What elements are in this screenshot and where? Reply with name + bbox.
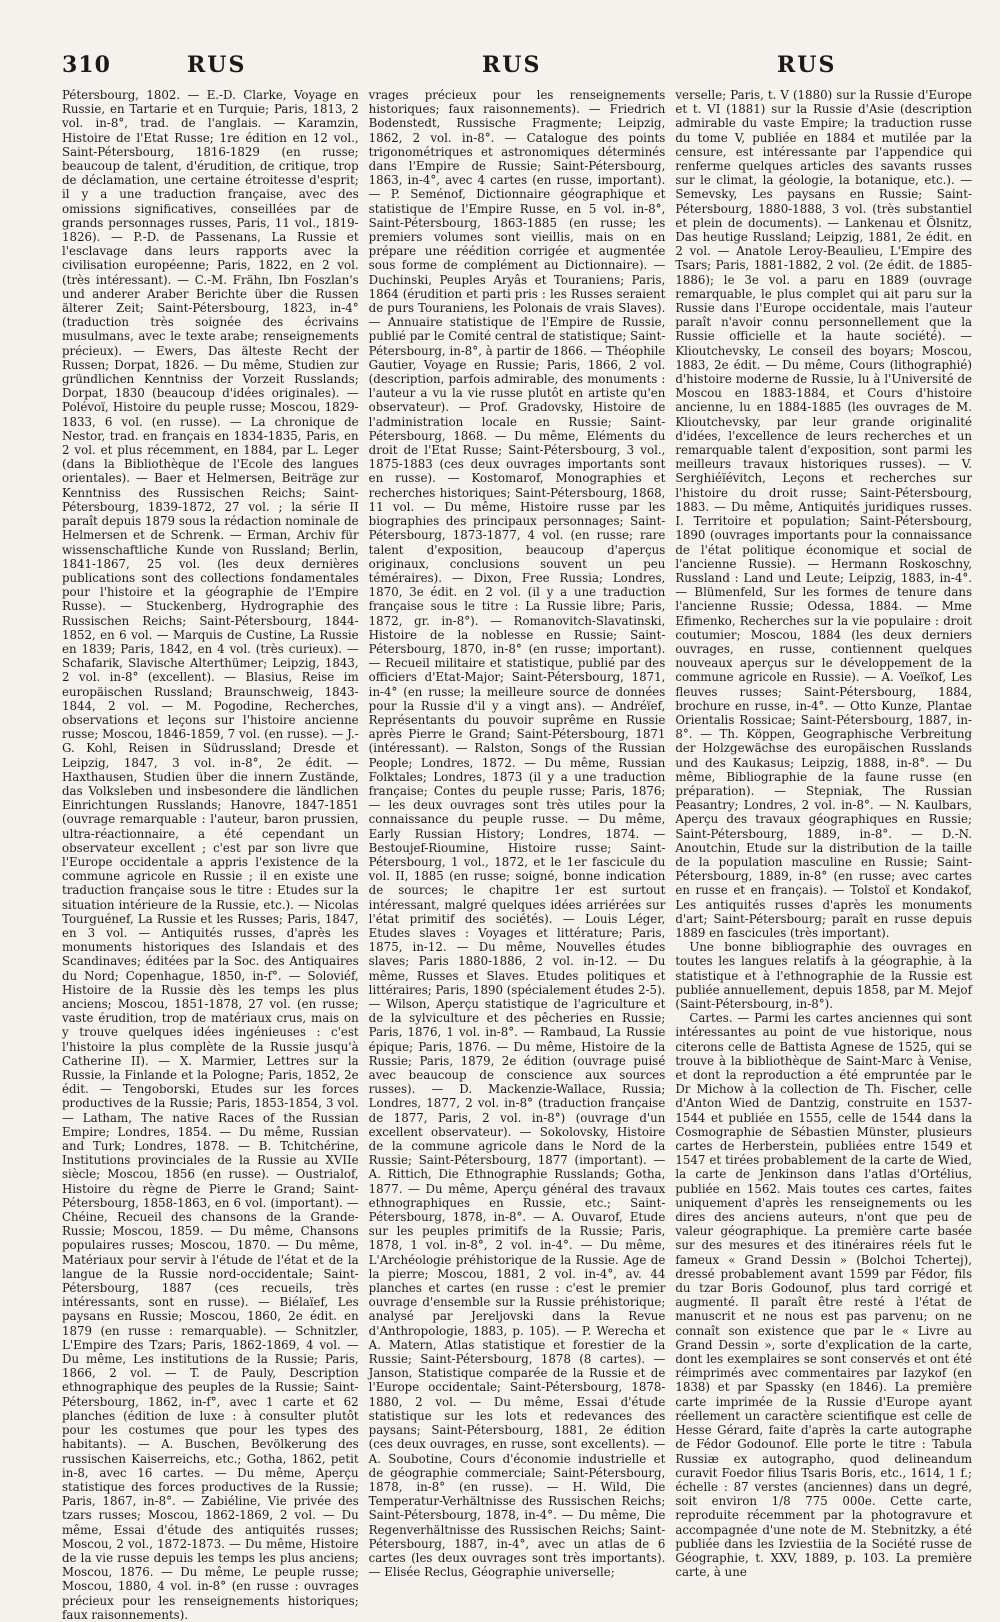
running-head-center: RUS <box>482 52 542 78</box>
column-3 <box>675 88 973 1580</box>
column-2 <box>368 88 666 1580</box>
page-header <box>62 50 972 82</box>
column-2-paragraph-1: vrages précieux pour les renseignements historiques; faux raisonnements). — Friedrich Bodenstedt, Russische Fragmente; Leipzig, 1862, 2 vol. in-8°. — Catalogue des points trigonométriques et astronomiques déterminés dans l'Empire de Russie; Saint-Pétersbourg, 1863, in-4°, avec 4 cartes (en russe, important). — P. Seménof, Dictionnaire géographique et statistique de l'Empire Russe, en 5 vol. in-8°, Saint-Pétersbourg, 1863-1885 (en russe; les premiers volumes sont vieillis, mais on en prépare une réédition corrigée et augmentée sous forme de complément au Dictionnaire). — Duchinski, Peuples Aryâs et Touraniens; Paris, 1864 (érudition et parti pris : les Russes seraient de purs Touraniens, les Polonais de vrais Slaves). — Annuaire statistique de l'Empire de Russie, publié par le Comité central de statistique; Saint-Pétersbourg, in-8°, à partir de 1866. — Théophile Gautier, Voyage en Russie; Paris, 1866, 2 vol. (description, parfois admirable, des monuments : l'auteur a vu la vie russe plutôt en artiste qu'en observateur). — Prof. Gradovsky, Histoire de l'administration locale en Russie; Saint-Pétersbourg, 1868. — Du même, Eléments du droit de l'Etat Russe; Saint-Pétersbourg, 3 vol., 1875-1883 (ces deux ouvrages importants sont en russe). — Kostomarof, Monographies et recherches historiques; Saint-Pétersbourg, 1868, 11 vol. — Du même, Histoire russe par les biographies des principaux personnages; Saint-Pétersbourg, 1873-1877, 4 vol. (en russe; rare talent d'exposition, beaucoup d'aperçus originaux, conclusions souvent un peu téméraires). — Dixon, Free Russia; Londres, 1870, 3e édit. en 2 vol. (il y a une traduction française sous le titre : La Russie libre; Paris, 1872, gr. in-8°). — Romanovitch-Slavatinski, Histoire de la noblesse en Russie; Saint-Pétersbourg, 1870, in-8° (en russe; important). — Recueil militaire et statistique, publié par des officiers d'Etat-Major; Saint-Pétersbourg, 1871, in-4° (en russe; la meilleure source de données pour la Russie d'il y a vingt ans). — Andréïef, Représentants du pouvoir suprême en Russie après Pierre le Grand; Saint-Pétersbourg, 1871 (intéressant). — Ralston, Songs of the Russian People; Londres, 1872. — Du même, Russian Folktales; Londres, 1873 (il y a une traduction française; Contes du peuple russe; Paris, 1876; — les deux ouvrages sont très utiles pour la connaissance du peuple russe. — Du même, Early Russian History; Londres, 1874. — Bestoujef-Rioumine, Histoire russe; Saint-Pétersbourg, 1 vol., 1872, et le 1er fascicule du vol. II, 1885 (en russe; soigné, bonne indication de sources; le chapitre 1er est surtout intéressant, malgré quelques idées arriérées sur l'état primitif des sociétés). — Louis Léger, Etudes slaves : Voyages et littérature; Paris, 1875, in-12. — Du même, Nouvelles études slaves; Paris 1880-1886, 2 vol. in-12. — Du même, Russes et Slaves. Etudes politiques et littéraires; Paris, 1890 (spécialement études 2-5). — Wilson, Aperçu statistique de l'agriculture et de la sylviculture et des pêcheries en Russie; Paris, 1876, 1 vol. in-8°. — Rambaud, La Russie épique; Paris, 1876. — Du même, Histoire de la Russie; Paris, 1879, 2e édition (ouvrage puisé avec beaucoup de conscience aux sources russes). — D. Mackenzie-Wallace, Russia; Londres, 1877, 2 vol. in-8° (traduction française de 1877, Paris, 2 vol. in-8°) (ouvrage d'un excellent observateur). — Sokolovsky, Histoire de la commune agricole dans le Nord de la Russie; Saint-Pétersbourg, 1877 (important). — A. Rittich, Die Ethnographie Russlands; Gotha, 1877. — Du même, Aperçu général des travaux ethnographiques en Russie, etc.; Saint-Pétersbourg, 1878, in-8°. — A. Ouvarof, Etude sur les peuples primitifs de la Russie; Paris, 1878, 1 vol. in-8°, 2 vol. in-4°. — Du même, L'Archéologie préhistorique de la Russie. Age de la pierre; Moscou, 1881, 2 vol. in-4°, av. 44 planches et cartes (en russe : c'est le premier ouvrage d'ensemble sur la Russie préhistorique; analysé par Jereljovski dans la Revue d'Anthropologie, 1883, p. 105). — P. Werecha et A. Matern, Atlas statistique et forestier de la Russie; Saint-Pétersbourg, 1878 (8 cartes). — Janson, Statistique comparée de la Russie et de l'Europe occidentale; Saint-Pétersbourg, 1878-1880, 2 vol. — Du même, Essai d'étude statistique sur les lots et redevances des paysans; Saint-Pétersbourg, 1881, 2e édition (ces deux ouvrages, en russe, sont excellents). — A. Soubotine, Cours d'économie industrielle et de géographie commerciale; Saint-Pétersbourg, 1878, in-8° (en russe). — H. Wild, Die Temperatur-Verhältnisse des Russischen Reichs; Saint-Pétersbourg, 1878, in-4°. — Du même, Die Regenverhältnisse des Russischen Reichs; Saint-Pétersbourg, 1887, in-4°, avec un atlas de 6 cartes (les deux ouvrages sont très importants). — Elisée Reclus, Géographie universelle; <box>368 88 666 1580</box>
running-head-right: RUS <box>777 52 837 78</box>
column-3-paragraph-1: verselle; Paris, t. V (1880) sur la Russie d'Europe et t. VI (1881) sur la Russie d'Asie (description admirable du vaste Empire; la traduction russe du tome V, publiée en 1884 et mutilée par la censure, est intéressante par l'appendice qui renferme quelques articles des savants russes sur le climat, la géologie, la botanique, etc.). — Semevsky, Les paysans en Russie; Saint-Pétersbourg, 1880-1888, 3 vol. (très substantiel et plein de documents). — Lankenau et Ölsnitz, Das heutige Russland; Leipzig, 1881, 2e édit. en 2 vol. — Anatole Leroy-Beaulieu, L'Empire des Tsars; Paris, 1881-1882, 2 vol. (2e édit. de 1885-1886); le 3e vol. a paru en 1889 (ouvrage remarquable, le plus complet qui ait paru sur la Russie dans l'Europe occidentale, mais l'auteur paraît n'avoir connu personnellement que la Russie officielle et la haute société). — Klioutchevsky, Le conseil des boyars; Moscou, 1883, 2e édit. — Du même, Cours (lithographié) d'histoire moderne de Russie, lu à l'Université de Moscou en 1883-1884, et Cours d'histoire ancienne, lu en 1884-1885 (les ouvrages de M. Klioutchevsky, par leur grande originalité d'idées, l'excellence de leurs recherches et un remarquable talent d'exposition, sont parmi les meilleurs travaux historiques russes). — V. Serghiéïévitch, Leçons et recherches sur l'histoire du droit russe; Saint-Pétersbourg, 1883. — Du même, Antiquités juridiques russes. I. Territoire et population; Saint-Pétersbourg, 1890 (ouvrages importants pour la connaissance de l'état politique économique et social de l'ancienne Russie). — Hermann Roskoschny, Russland : Land und Leute; Leipzig, 1883, in-4°. — Blümenfeld, Sur les formes de tenure dans l'ancienne Russie; Odessa, 1884. — Mme Efimenko, Recherches sur la vie populaire : droit coutumier; Moscou, 1884 (les deux derniers ouvrages, en russe, contiennent quelques nouveaux aperçus sur le développement de la commune agricole en Russie). — A. Voeïkof, Les fleuves russes; Saint-Pétersbourg, 1884, brochure en russe, in-4°. — Otto Kunze, Plantae Orientalis Rossicae; Saint-Pétersbourg, 1887, in-8°. — Th. Köppen, Geographische Verbreitung der Holzgewächse des europäischen Russlands und des Kaukasus; Leipzig, 1888, in-8°. — Du même, Bibliographie de la faune russe (en préparation). — Stepniak, The Russian Peasantry; Londres, 2 vol. in-8°. — N. Kaulbars, Aperçu des travaux géographiques en Russie; Saint-Pétersbourg, 1889, in-8°. — D.-N. Anoutchin, Etude sur la distribution de la taille de la population masculine en Russie; Saint-Pétersbourg, 1889, in-8° (en russe; avec cartes en russe et en français). — Tolstoï et Kondakof, Les antiquités russes d'après les monuments d'art; Saint-Pétersbourg; paraît en russe depuis 1889 en fascicules (très important). <box>675 88 973 940</box>
column-3-paragraph-3: Cartes. — Parmi les cartes anciennes qui sont intéressantes au point de vue historique, nous citerons celle de Battista Agnese de 1525, qui se trouve à la bibliothèque de Saint-Marc à Venise, et dont la reproduction a été empruntée par le Dr Michow à la collection de Th. Fischer, celle d'Anton Wied de Dantzig, construite en 1537-1544 et publiée en 1555, celle de 1544 dans la Cosmographie de Sébastien Münster, plusieurs cartes de Herberstein, publiées entre 1549 et 1547 et tirées probablement de la carte de Wied, la carte de Jenkinson dans l'atlas d'Ortélius, publiée en 1562. Mais toutes ces cartes, faites uniquement d'après les renseignements ou les dires des anciens auteurs, n'ont que peu de valeur géographique. La première carte basée sur des mesures et des itinéraires réels fut le fameux « Grand Dessin » (Bolchoi Tchertej), dressé probablement avant 1599 par Fédor, fils du tzar Boris Godounof, plus tard corrigé et augmenté. Il paraît être resté à l'état de manuscrit et ne nous est pas parvenu; on ne connaît son existence que par le « Livre au Grand Dessin », sorte d'explication de la carte, dont les exemplaires se sont conservés et ont été réimprimés avec commentaires par Iazykof (en 1838) et par Spassky (en 1846). La première carte imprimée de la Russie d'Europe ayant réellement un caractère scientifique est celle de Hesse Gérard, faite d'après la carte autographe de Fédor Godounof. Elle porte le titre : Tabula Russiæ ex autographo, quod delineandum curavit Foedor filius Tsaris Boris, etc., 1614, 1 f.; échelle : 87 verstes (anciennes) dans un degré, soit environ 1/8 775 000e. Cette carte, reproduite récemment par la photogravure et accompagnée d'une note de M. Stebnitzky, a été publiée dans les Izviestiia de la Société russe de Géographie, t. XXV, 1889, p. 103. La première carte, à une <box>675 1011 973 1580</box>
column-1-paragraph-1: Pétersbourg, 1802. — E.-D. Clarke, Voyage en Russie, en Tartarie et en Turquie; Paris, 1813, 2 vol. in-8°, trad. de l'anglais. — Karamzin, Histoire de l'Etat Russe; 1re édition en 12 vol., Saint-Pétersbourg, 1816-1829 (en russe; beaucoup de talent, d'érudition, de critique, trop de déclamation, une certaine étroitesse d'esprit; il y a une traduction française, avec des omissions significatives, conseillées par de grands personnages russes, Paris, 11 vol., 1819-1826). — P.-D. de Passenans, La Russie et l'esclavage dans leurs rapports avec la civilisation européenne; Paris, 1822, en 2 vol. (très intéressant). — C.-M. Frähn, Ibn Foszlan's und anderer Araber Berichte über die Russen älterer Zeit; Saint-Pétersbourg, 1823, in-4° (traduction très soignée des écrivains musulmans, avec le texte arabe; renseignements précieux). — Ewers, Das älteste Recht der Russen; Dorpat, 1826. — Du même, Studien zur gründlichen Kenntniss der Vorzeit Russlands; Dorpat, 1830 (beaucoup d'idées originales). — Polévoï, Histoire du peuple russe; Moscou, 1829-1833, 6 vol. (en russe). — La chronique de Nestor, trad. en français en 1834-1835, Paris, en 2 vol. et plus récemment, en 1884, par L. Leger (dans la Bibliothèque de l'Ecole des langues orientales). — Baer et Helmersen, Beiträge zur Kenntniss des Russischen Reichs; Saint-Pétersbourg, 1839-1872, 27 vol. ; la série II paraît depuis 1879 sous la rédaction nominale de Helmersen et de Schrenk. — Erman, Archiv für wissenschaftliche Kunde von Russland; Berlin, 1841-1867, 25 vol. (les deux dernières publications sont des collections fondamentales pour l'histoire et la géographie de l'Empire Russe). — Stuckenberg, Hydrographie des Russischen Reichs; Saint-Pétersbourg, 1844-1852, en 6 vol. — Marquis de Custine, La Russie en 1839; Paris, 1842, en 4 vol. (très curieux). — Schafarik, Slavische Alterthümer; Leipzig, 1843, 2 vol. in-8° (excellent). — Blasius, Reise im europäischen Russland; Braunschweig, 1843-1844, 2 vol. — M. Pogodine, Recherches, observations et leçons sur l'histoire ancienne russe; Moscou, 1846-1859, 7 vol. (en russe). — J.-G. Kohl, Reisen in Südrussland; Dresde et Leipzig, 1847, 3 vol. in-8°, 2e édit. — Haxthausen, Studien über die innern Zustände, das Volksleben und insbesondere die ländlichen Einrichtungen Russlands; Hanovre, 1847-1851 (ouvrage remarquable : l'auteur, baron prussien, ultra-réactionnaire, a été cependant un observateur excellent ; c'est par son livre que l'Europe occidentale a appris l'existence de la commune agricole en Russie ; il en existe une traduction française sous le titre : Etudes sur la situation intérieure de la Russie, etc.). — Nicolas Tourguénef, La Russie et les Russes; Paris, 1847, en 3 vol. — Antiquités russes, d'après les monuments historiques des Islandais et des Scandinaves; éditées par la Soc. des Antiquaires du Nord; Copenhague, 1850, in-f°. — Soloviéf, Histoire de la Russie dès les temps les plus anciens; Moscou, 1851-1878, 27 vol. (en russe; vaste érudition, trop de matériaux crus, mais on y trouve quelques idées ingénieuses : c'est l'histoire la plus complète de la Russie jusqu'à Catherine II). — X. Marmier, Lettres sur la Russie, la Finlande et la Pologne; Paris, 1852, 2e édit. — Tengoborski, Etudes sur les forces productives de la Russie; Paris, 1853-1854, 3 vol. — Latham, The native Races of the Russian Empire; Londres, 1854. — Du même, Russian and Turk; Londres, 1878. — B. Tchitchérine, Institutions provinciales de la Russie au XVIIe siècle; Moscou, 1856 (en russe). — Oustrialof, Histoire du règne de Pierre le Grand; Saint-Pétersbourg, 1858-1863, en 6 vol. (important). — Chéine, Recueil des chansons de la Grande-Russie; Moscou, 1859. — Du même, Chansons populaires russes; Moscou, 1870. — Du même, Matériaux pour servir à l'étude de l'état et de la langue de la Russie nord-occidentale; Saint-Pétersbourg, 1887 (ces recueils, très intéressants, sont en russe). — Biélaïef, Les paysans en Russie; Moscou, 1860, 2e édit. en 1879 (en russe : remarquable). — Schnitzler, L'Empire des Tzars; Paris, 1862-1869, 4 vol. — Du même, Les institutions de la Russie; Paris, 1866, 2 vol. — T. de Pauly, Description ethnographique des peuples de la Russie; Saint-Pétersbourg, 1862, in-f°, avec 1 carte et 62 planches (édition de luxe : à consulter plutôt pour les costumes que pour les types des habitants). — A. Buschen, Bevölkerung des russischen Kaiserreichs, etc.; Gotha, 1862, petit in-8, avec 16 cartes. — Du même, Aperçu statistique des forces productives de la Russie; Paris, 1867, in-8°. — Zabiéline, Vie privée des tzars russes; Moscou, 1862-1869, 2 vol. — Du même, Essai d'étude des antiquités russes; Moscou, 2 vol., 1872-1873. — Du même, Histoire de la vie russe depuis les temps les plus anciens; Moscou, 1876. — Du même, Le peuple russe; Moscou, 1880, 4 vol. in-8° (en russe : ouvrages précieux pour les renseignements historiques; faux raisonnements). <box>62 88 359 1622</box>
column-1 <box>62 88 359 1622</box>
column-3-paragraph-2: Une bonne bibliographie des ouvrages en toutes les langues relatifs à la géographie, à la statistique et à l'ethnographie de la Russie est publiée annuellement, depuis 1858, par M. Mejof (Saint-Pétersbourg, in-8°). <box>675 940 973 1011</box>
running-head-left: RUS <box>187 52 247 78</box>
page-number: 310 <box>62 52 111 78</box>
text-columns <box>62 88 973 1622</box>
